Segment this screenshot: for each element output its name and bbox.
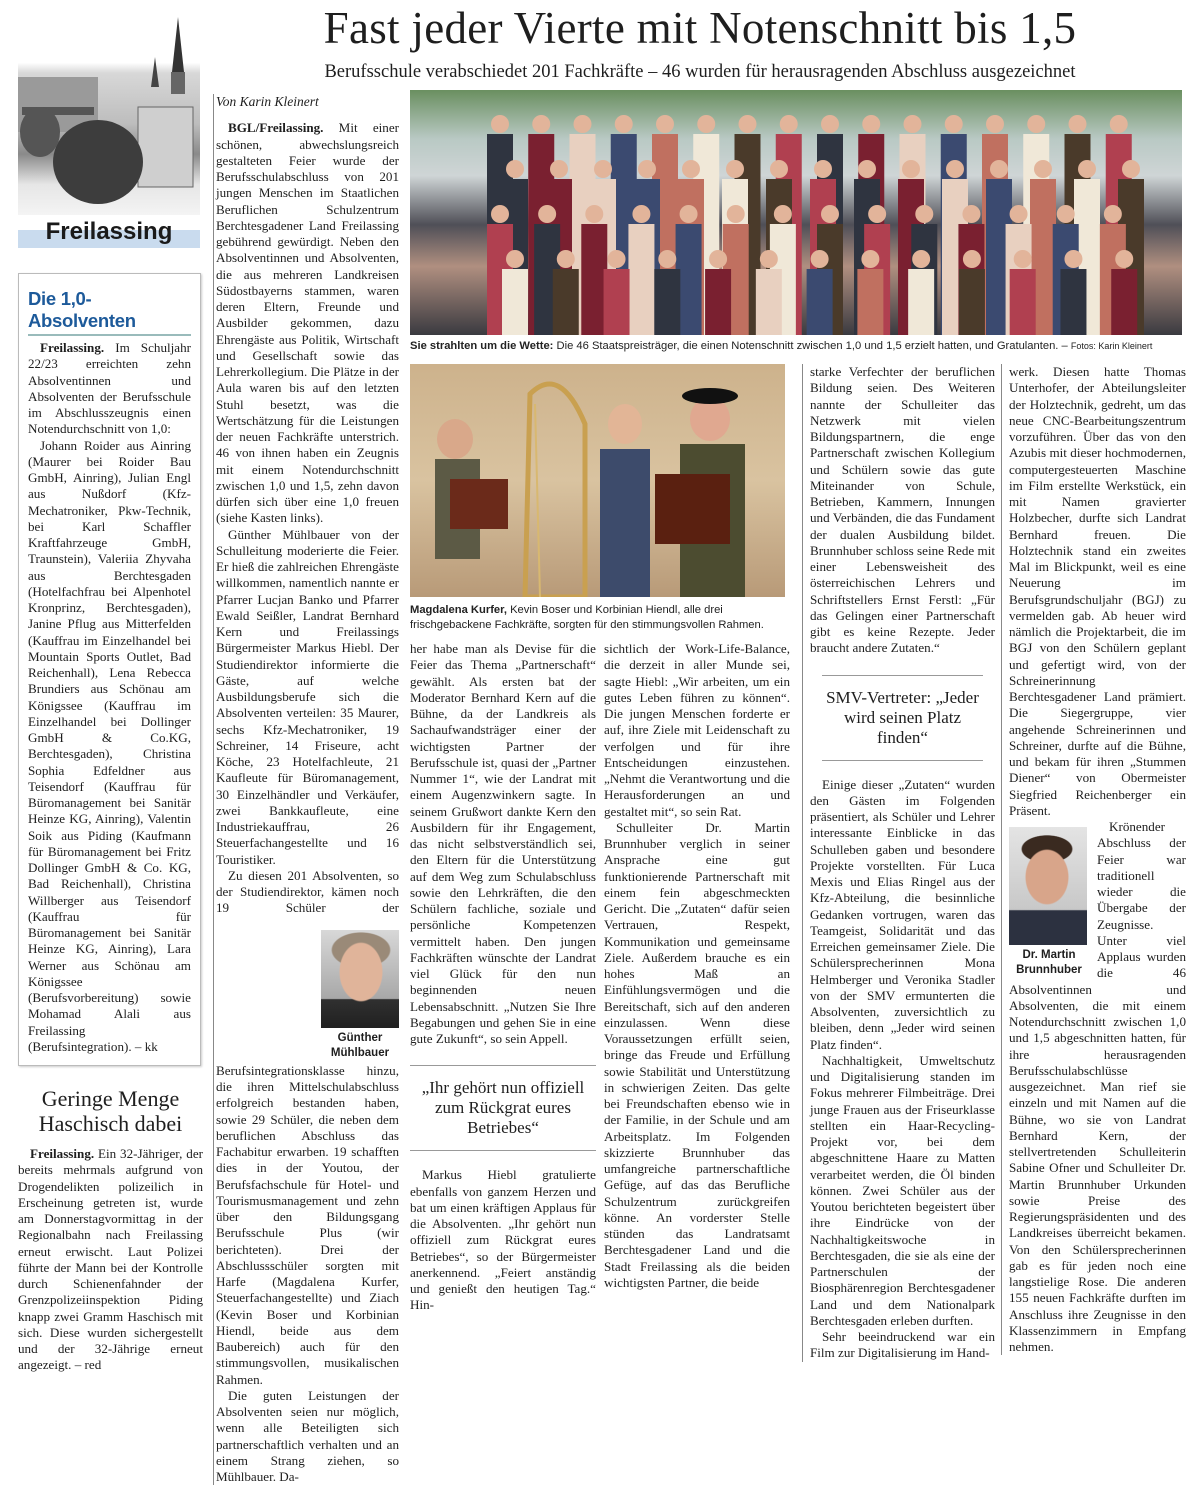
person-head bbox=[1069, 115, 1087, 133]
info-box-top-graduates bbox=[18, 273, 201, 1066]
article-column-2 bbox=[410, 641, 596, 1314]
person-head bbox=[585, 205, 603, 223]
person-head bbox=[557, 250, 575, 268]
person-figure bbox=[604, 269, 630, 335]
person-head bbox=[962, 205, 980, 223]
person-head bbox=[491, 115, 509, 133]
lower-left-columns bbox=[410, 641, 792, 1314]
article-column-3 bbox=[604, 641, 790, 1291]
person-head bbox=[550, 160, 568, 178]
person-head bbox=[506, 160, 524, 178]
person-head bbox=[814, 160, 832, 178]
paragraph: Einige dieser „Zutaten“ wurden den Gästen im Folgenden präsentiert, als Schüler und Lehrer interessante Einblicke in das Schulleben gaben und besondere Projekte vorstellten. Für Luca Mexis und Elias Ringel aus der Kfz-Abteilung, die besinnliche Gedanken vortrugen, waren das Teamgeist, Solidarität und das Erreichen gemeinsamer Ziele. Die Schülersprecherinnen Mona Helmberger und Veronika Stadler von der SMV ermunterten die Absolventen, zuversichtlich zu bleiben, denn „Jeder wird seinen Platz finden“. bbox=[810, 776, 995, 1052]
person-head bbox=[574, 115, 592, 133]
person-head bbox=[1057, 205, 1075, 223]
person-head bbox=[963, 250, 981, 268]
person-head bbox=[682, 160, 700, 178]
person-head bbox=[538, 205, 556, 223]
person-head bbox=[912, 250, 930, 268]
person-head bbox=[904, 115, 922, 133]
person-head bbox=[1078, 160, 1096, 178]
person-head bbox=[680, 205, 698, 223]
paragraph: Johann Roider aus Ainring (Maurer bei Roider Bau GmbH, Ainring), Julian Engl aus Nußdorf (Kfz-Mechatroniker, Pkw-Technik, bei Karl Schaffler Kraftfahrzeuge GmbH, Traunstein), Valeriia Zhyvaha aus Berchtesgaden (Hotelfachfrau bei Alpenhotel Kronprinz, Berchtesgaden), Janine Pflug aus Mitterfelden (Kauffrau im Einzelhandel bei Mountain Sports Outlet, Bad Reichenhall), Lena Rebecca Brundiers aus Schönau am Königssee (Kauffrau im Einzelhandel bei Dollinger GmbH & Co.KG, Berchtesgaden), Christina Sophia Edfeldner aus Teisendorf (Kauffrau für Büromanagement bei Sanitär Heinze KG, Ainring), Valentin Soik aus Piding (Kaufmann für Büromanagement bei Fritz Dollinger GmbH & Co. KG, Bad Reichenhall), Christina Willberger aus Teisendorf (Kauffrau für Büromanagement bei Sanitär Heinze KG, Ainring), Lara Werner aus Schönau am Königssee (Berufsvorbereitung) sowie Mohamad Alali aus Freilassing (Berufsintegration). – kk bbox=[28, 437, 191, 1054]
person-head bbox=[656, 115, 674, 133]
portrait-photo-muehlbauer bbox=[321, 930, 399, 1028]
paragraph: Die guten Leistungen der Absolventen seien nur möglich, wenn alle Beteiligten sich partnerschaftlich verhalten und an einem Strang ziehen, so Mühlbauer. Da- bbox=[216, 1387, 399, 1484]
person-head bbox=[709, 250, 727, 268]
intertitle: SMV-Vertreter: „Jeder wird seinen Platz finden“ bbox=[822, 675, 983, 761]
person-head bbox=[990, 160, 1008, 178]
person-head bbox=[1122, 160, 1140, 178]
person-head bbox=[986, 115, 1004, 133]
person-head bbox=[821, 205, 839, 223]
person-figure bbox=[1060, 269, 1086, 335]
person-figure bbox=[959, 269, 985, 335]
person-figure bbox=[857, 269, 883, 335]
paragraph: Schulleiter Dr. Martin Brunnhuber verglich in seiner Ansprache eine gut funktionierende Partnerschaft mit einem fein abgeschmeckten Gericht. Die „Zutaten“ dafür seien Vertrauen, Respekt, Kommunikation und gemeinsame Ziele. Außerdem brauche es ein hohes Maß an Einfühlungsvermögen und die Bereitschaft, sich auf den anderen einzulassen. Wenn diese Voraussetzungen erfüllt seien, bringe das Freude und Erfüllung sowie Stabilität und Unterstützung in schwierigen Zeiten. Das gelte bei Freundschaften ebenso wie in der Familie, in der Schule und am Arbeitsplatz. Im Folgenden skizzierte Brunnhuber das umfangreiche partnerschaftliche Gefüge, auf das das Berufliche Schulzentrum zurückgreifen könne. An vorderster Stelle stünden das Landratsamt Berchtesgadener Land und die Stadt Freilassing als die beiden wichtigsten Partner, die beide bbox=[604, 819, 790, 1290]
person-head bbox=[862, 115, 880, 133]
person-head bbox=[491, 205, 509, 223]
person-figure bbox=[908, 269, 934, 335]
person-head bbox=[1104, 205, 1122, 223]
person-head bbox=[1110, 115, 1128, 133]
town-sketch-image bbox=[18, 12, 200, 215]
right-area bbox=[410, 90, 1186, 1362]
info-box-title: Die 1,0-Absolventen bbox=[28, 288, 191, 336]
paragraph: BGL/Freilassing. Mit einer schönen, abwechslungsreich gestalteten Feier wurde der Berufsschulabschluss von 201 jungen Menschen im Staatlichen Beruflichen Schulzentrum Berchtesgadener Land Freilassing gebührend gewürdigt. Neben den Absolventinnen und Absolventen, die aus mehreren Landkreisen Südostbayerns stammen, waren deren Eltern, Freunde und Ausbilder gekommen, dazu Ehrengäste aus Politik, Wirtschaft und Gesellschaft sowie das Lehrerkollegium. Die Plätze in der Aula waren bis auf den letzten Stuhl besetzt, was die Wertschätzung für die Leistungen der neuen Fachkräfte unterstrich. 46 von ihnen haben ein Zeugnis mit einem Notendurchschnitt zwischen 1,0 und 1,5, zehn davon dürfen sich über eine 1,0 freuen (siehe Kasten links). bbox=[216, 120, 399, 526]
subheadline: Berufsschule verabschiedet 201 Fachkräfte – 46 wurden für herausragenden Abschluss ausgezeichnet bbox=[324, 62, 1076, 82]
article-column-5 bbox=[1001, 364, 1186, 1355]
musicians-photo bbox=[410, 364, 785, 597]
paragraph: her habe man als Devise für die Feier das Thema „Partnerschaft“ gewählt. Als ersten bat der Moderator Bernhard Kern auf die Bühne, da der Landkreis als Sachaufwandsträger einer der wichtigsten Partner der Berufsschule ist, quasi der „Partner Nummer 1“, wie der Landrat mit einem Augenzwinkern sagte. In seinem Grußwort dankte Kern den Ausbildern für ihr Engagement, das nicht selbstverständlich sei, den Eltern für die Unterstützung auf dem Weg zum Schulabschluss sowie den Lehrkräften, die den Schülern fachliche, soziale und persönliche Kompetenzen vermittelt haben. Den jungen Fachkräften wünschte der Landrat viel Glück für den nun beginnenden neuen Lebensabschnitt. „Nutzen Sie Ihre Begabungen und gehen Sie in eine gute Zukunft“, so sein Appell. bbox=[410, 641, 596, 1046]
portrait-photo-brunnhuber bbox=[1009, 827, 1087, 945]
paragraph: werk. Diesen hatte Thomas Unterhofer, der Abteilungsleiter der Holztechnik, gedreht, um das neue CNC-Bearbeitungszentrum vorzuführen. Über das von den Azubis mit dieser hochmodernen, computergesteuerten Maschine im Film erstellte Werkstück, ein mit Namen gravierter Holzbecher, durfte sich Landrat Bernhard freuen. Die Holztechnik stand ein zweites Mal im Blickpunkt, weil es eine Neuerung im Berufsgrundschuljahr (BGJ) zu vermelden gab. Ab heuer wird nämlich die Projektarbeit, die im BGJ von den Schülern geplant und gefertigt wird, von der Schreinerinnung Berchtesgadener Land prämiert. Die Siegergruppe, vier angehende Schreinerinnen und Schreiner, durfte auf die Bühne, und bekam für ihren „Stummen Diener“ von Obermeister Siegfried Reichenberger ein Präsent. bbox=[1009, 364, 1186, 818]
brief-title: Geringe Menge Haschisch dabei bbox=[38, 1086, 183, 1136]
person-figure bbox=[756, 269, 782, 335]
person-head bbox=[615, 115, 633, 133]
paragraph: Freilassing. Ein 32-Jähriger, der bereits mehrmals aufgrund von Drogendelikten polizeilich in Erscheinung getreten ist, wurde am Donnerstagvormittag in der Regionalbahn nach Freilassing erneut erwischt. Laut Polizei führte der Mann bei der Kontrolle durch Schienenfahnder der Grenzpolizeiinspektion Piding knapp zwei Gramm Haschisch mit sich. Diese wurden sichergestellt und der 32-Jährige erneut angezeigt. – red bbox=[18, 1146, 203, 1373]
town-label: Freilassing bbox=[18, 215, 200, 249]
lower-right-section bbox=[802, 364, 1186, 1362]
person-head bbox=[915, 205, 933, 223]
byline: Von Karin Kleinert bbox=[216, 94, 319, 109]
lower-left-section bbox=[410, 364, 792, 1314]
person-figure bbox=[807, 269, 833, 335]
brief-body bbox=[18, 1146, 203, 1374]
person-head bbox=[632, 205, 650, 223]
person-head bbox=[868, 205, 886, 223]
person-head bbox=[774, 205, 792, 223]
article-header bbox=[200, 2, 1200, 84]
person-head bbox=[858, 160, 876, 178]
person-head bbox=[1010, 205, 1028, 223]
musicians-drawing bbox=[410, 364, 785, 597]
person-head bbox=[532, 115, 550, 133]
person-head bbox=[1115, 250, 1133, 268]
group-photo-caption: Sie strahlten um die Wette: Die 46 Staatspreisträger, die einen Notenschnitt zwischen 1,0 und 1,5 erzielt hatten, und Gratulanten. – Fotos: Karin Kleinert bbox=[410, 340, 1153, 352]
person-head bbox=[945, 115, 963, 133]
person-head bbox=[608, 250, 626, 268]
paragraph: sichtlich der Work-Life-Balance, die derzeit in aller Munde sei, sagte Hiebl: „Wir arbeiten, um ein gutes Leben führen zu können“. Die jungen Menschen forderte er auf, ihre Ziele mit Leidenschaft zu verfolgen und für ihre Entscheidungen einzustehen. „Nehmt die Verantwortung und die Herausforderungen an und gestaltet mit“, so sein Rat. bbox=[604, 641, 790, 819]
headline: Fast jeder Vierte mit Notenschnitt bis 1,5 bbox=[323, 3, 1077, 53]
lower-section bbox=[410, 364, 1186, 1362]
portrait-brunnhuber: Dr. Martin Brunnhuber bbox=[1009, 827, 1089, 978]
musicians-photo-caption: Magdalena Kurfer, Kevin Boser und Korbinian Hiendl, alle drei frischgebackene Fachkräfte, sorgten für den stimmungsvollen Rahmen. bbox=[410, 604, 764, 631]
paragraph: Günther Mühlbauer von der Schulleitung moderierte die Feier. Er hieß die zahlreichen Ehrengäste willkommen, namentlich nannte er Pfarrer Lucjan Banko und Pfarrer Ewald Seißler, Landrat Bernhard Kern und Freilassings Bürgermeister Markus Hiebl. Der Studiendirektor informierte die Gäste, auf welche Ausbildungsberufe sich die Absolventen verteilen: 35 Maurer, sechs Kfz-Mechatroniker, 19 Schreiner, 14 Friseure, acht Köche, 23 Hotelfachleute, 21 Kaufleute für Büromanagement, 30 Einzelhändler und Verkäufer, zwei Bankkaufleute, eine Industriekauffrau, 26 Steuerfachangestellte und 16 Touristiker. bbox=[216, 526, 399, 867]
person-figure bbox=[502, 269, 528, 335]
person-head bbox=[861, 250, 879, 268]
town-sketch-drawing bbox=[18, 12, 200, 215]
person-head bbox=[946, 160, 964, 178]
paragraph: Nachhaltigkeit, Umweltschutz und Digitalisierung standen im Fokus mehrerer Filmbeiträge. Drei junge Frauen aus der Friseurklasse stellten ein Haar-Recycling-Projekt vor, bei dem abgeschnittene Haare zu Matten verarbeitet werden, die Öl binden können. Zwei Schüler aus der Youtou berichteten begeistert über ihre Eindrücke von der Nachhaltigkeitswoche in Berchtesgaden, die sie als eine der Partnerschulen der Biosphärenregion Berchtesgadener Land und dem Nationalpark Berchtesgaden erleben durften. bbox=[810, 1052, 995, 1328]
person-head bbox=[594, 160, 612, 178]
paragraph: Markus Hiebl gratulierte ebenfalls von ganzem Herzen und bat um einen kräftigen Applaus für die Absolventen. „Ihr gehört nun offiziell zum Rückgrat eures Betriebes“, so der Bürgermeister anerkennend. „Feiert anständig und genießt den heutigen Tag.“ Hin- bbox=[410, 1167, 596, 1313]
person-head bbox=[1064, 250, 1082, 268]
intertitle: „Ihr gehört nun offiziell zum Rückgrat eures Betriebes“ bbox=[410, 1065, 596, 1151]
person-head bbox=[727, 205, 745, 223]
person-head bbox=[1014, 250, 1032, 268]
photo-credit: Fotos: Karin Kleinert bbox=[1070, 341, 1153, 351]
person-figure bbox=[1010, 269, 1036, 335]
paragraph: Günther Mühlbauer Zu diesen 201 Absolventen, so der Studiendirektor, kämen noch 19 Schüler der Berufsintegrationsklasse hinzu, die ihren Mittelschulabschluss erfolgreich bestanden haben, sowie 29 Schüler, die neben dem beruflichen Abschluss das Fachabitur erwarben. 19 schafften dies in der Youtou, der Berufsfachschule für Hotel- und Tourismusmanagement und zehn über den Bildungsgang Berufsschule Plus (wir berichteten). Drei der Abschlussschüler sorgten mit Harfe (Magdalena Kurfer, Steuerfachangestellte) und Ziach (Kevin Boser und Korbinian Hiendl, beide aus dem Baubereich) auch für den stimmungsvollen, musikalischen Rahmen. bbox=[216, 867, 399, 1387]
paragraph: Freilassing. Im Schuljahr 22/23 erreichten zehn Absolventinnen und Absolventen der Berufsschule im Abschlusszeugnis einen Notendurchschnitt von 1,0: bbox=[28, 340, 191, 437]
person-figure bbox=[1111, 269, 1137, 335]
person-head bbox=[821, 115, 839, 133]
article-column-4 bbox=[802, 364, 995, 1362]
paragraph: starke Verfechter der beruflichen Bildung seien. Des Weiteren nannte der Schulleiter das Netzwerk mit vielen Bildungspartnern, die enge Partnerschaft zwischen Kollegium und Schülern sowie das gute Miteinander von Schule, Betrieben, Kammern, Innungen und Verbänden, die das Fundament der dualen Ausbildung bildet. Brunnhuber schloss seine Rede mit einer Lebensweisheit des österreichischen Lehrers und Schriftstellers Ernst Ferstl: „Für das Gelingen einer Partnerschaft gibt es keine Rezepte. Jeder braucht andere Zutaten.“ bbox=[810, 364, 995, 656]
group-photo-people bbox=[410, 90, 1182, 335]
person-figure bbox=[553, 269, 579, 335]
person-head bbox=[638, 160, 656, 178]
person-head bbox=[726, 160, 744, 178]
group-photo-graduates bbox=[410, 90, 1182, 335]
person-figure bbox=[581, 224, 607, 335]
person-head bbox=[770, 160, 788, 178]
person-head bbox=[1027, 115, 1045, 133]
person-head bbox=[506, 250, 524, 268]
person-figure bbox=[628, 224, 654, 335]
person-head bbox=[658, 250, 676, 268]
person-head bbox=[902, 160, 920, 178]
person-head bbox=[760, 250, 778, 268]
person-head bbox=[739, 115, 757, 133]
article-column-1 bbox=[213, 94, 399, 1485]
person-head bbox=[811, 250, 829, 268]
person-figure bbox=[705, 269, 731, 335]
left-column bbox=[18, 12, 203, 1374]
person-head bbox=[1034, 160, 1052, 178]
person-head bbox=[780, 115, 798, 133]
person-head bbox=[697, 115, 715, 133]
paragraph: Sehr beeindruckend war ein Film zur Digitalisierung im Hand- bbox=[810, 1329, 995, 1361]
portrait-muehlbauer: Günther Mühlbauer bbox=[321, 930, 399, 1061]
person-figure bbox=[654, 269, 680, 335]
paragraph: Dr. Martin Brunnhuber Krönender Abschluss der Feier war traditionell wieder die Übergabe der Zeugnisse. Unter viel Applaus wurden die 46 Absolventinnen und Absolventen, die mit einem Notendurchschnitt zwischen 1,0 und 1,5 abgeschnitten hatten, für ihre herausragenden Berufsschulabschlüsse ausgezeichnet. Man rief sie einzeln und mit Namen auf die Bühne, wo sie von Landrat Bernhard Kern, der stellvertretenden Schulleiterin Sabine Ofner und Schulleiter Dr. Martin Brunnhuber Urkunden sowie Preise des Regierungspräsidenten und des Landkreises überreicht bekamen. Von den Schülersprecherinnen gab es für jeden noch eine langstielige Rose. Die anderen 155 neuen Fachkräfte durften im Anschluss ihre Zeugnisse in den Klassenzimmern in Empfang nehmen. bbox=[1009, 819, 1186, 1354]
